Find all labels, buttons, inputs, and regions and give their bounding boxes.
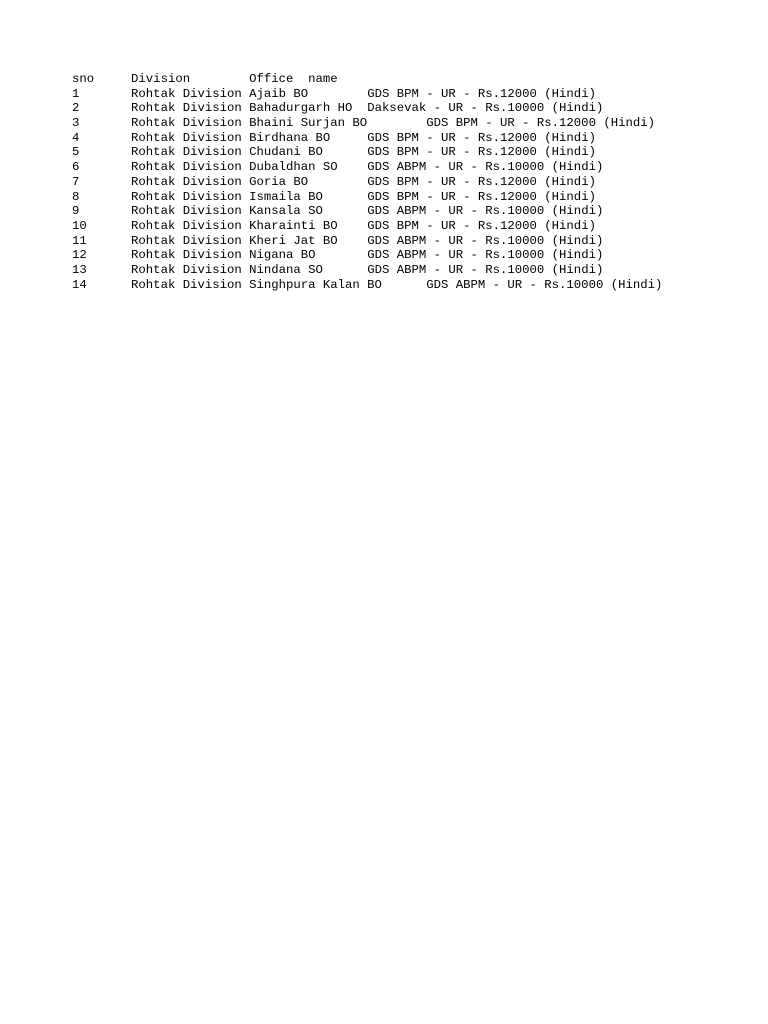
data-row: 6 Rohtak Division Dubaldhan SO GDS ABPM - UR - Rs.10000 (Hindi) — [72, 160, 604, 175]
tab-separated-listing — [72, 72, 762, 292]
document-page — [72, 72, 762, 292]
data-row: 9 Rohtak Division Kansala SO GDS ABPM - UR - Rs.10000 (Hindi) — [72, 204, 604, 219]
data-row: 5 Rohtak Division Chudani BO GDS BPM - UR - Rs.12000 (Hindi) — [72, 145, 596, 160]
header-row: sno Division Office name — [72, 72, 338, 86]
data-row: 3 Rohtak Division Bhaini Surjan BO GDS BPM - UR - Rs.12000 (Hindi) — [72, 116, 655, 131]
data-row: 8 Rohtak Division Ismaila BO GDS BPM - UR - Rs.12000 (Hindi) — [72, 189, 596, 204]
data-row: 12 Rohtak Division Nigana BO GDS ABPM - UR - Rs.10000 (Hindi) — [72, 248, 604, 263]
data-row: 2 Rohtak Division Bahadurgarh HO Daksevak - UR - Rs.10000 (Hindi) — [72, 101, 604, 116]
data-row: 7 Rohtak Division Goria BO GDS BPM - UR - Rs.12000 (Hindi) — [72, 174, 596, 189]
data-row: 1 Rohtak Division Ajaib BO GDS BPM - UR - Rs.12000 (Hindi) — [72, 86, 596, 101]
data-row: 4 Rohtak Division Birdhana BO GDS BPM - UR - Rs.12000 (Hindi) — [72, 130, 596, 145]
data-row: 14 Rohtak Division Singhpura Kalan BO GDS ABPM - UR - Rs.10000 (Hindi) — [72, 277, 663, 292]
data-row: 10 Rohtak Division Kharainti BO GDS BPM - UR - Rs.12000 (Hindi) — [72, 218, 596, 233]
data-row: 11 Rohtak Division Kheri Jat BO GDS ABPM - UR - Rs.10000 (Hindi) — [72, 233, 604, 248]
data-row: 13 Rohtak Division Nindana SO GDS ABPM - UR - Rs.10000 (Hindi) — [72, 262, 604, 277]
